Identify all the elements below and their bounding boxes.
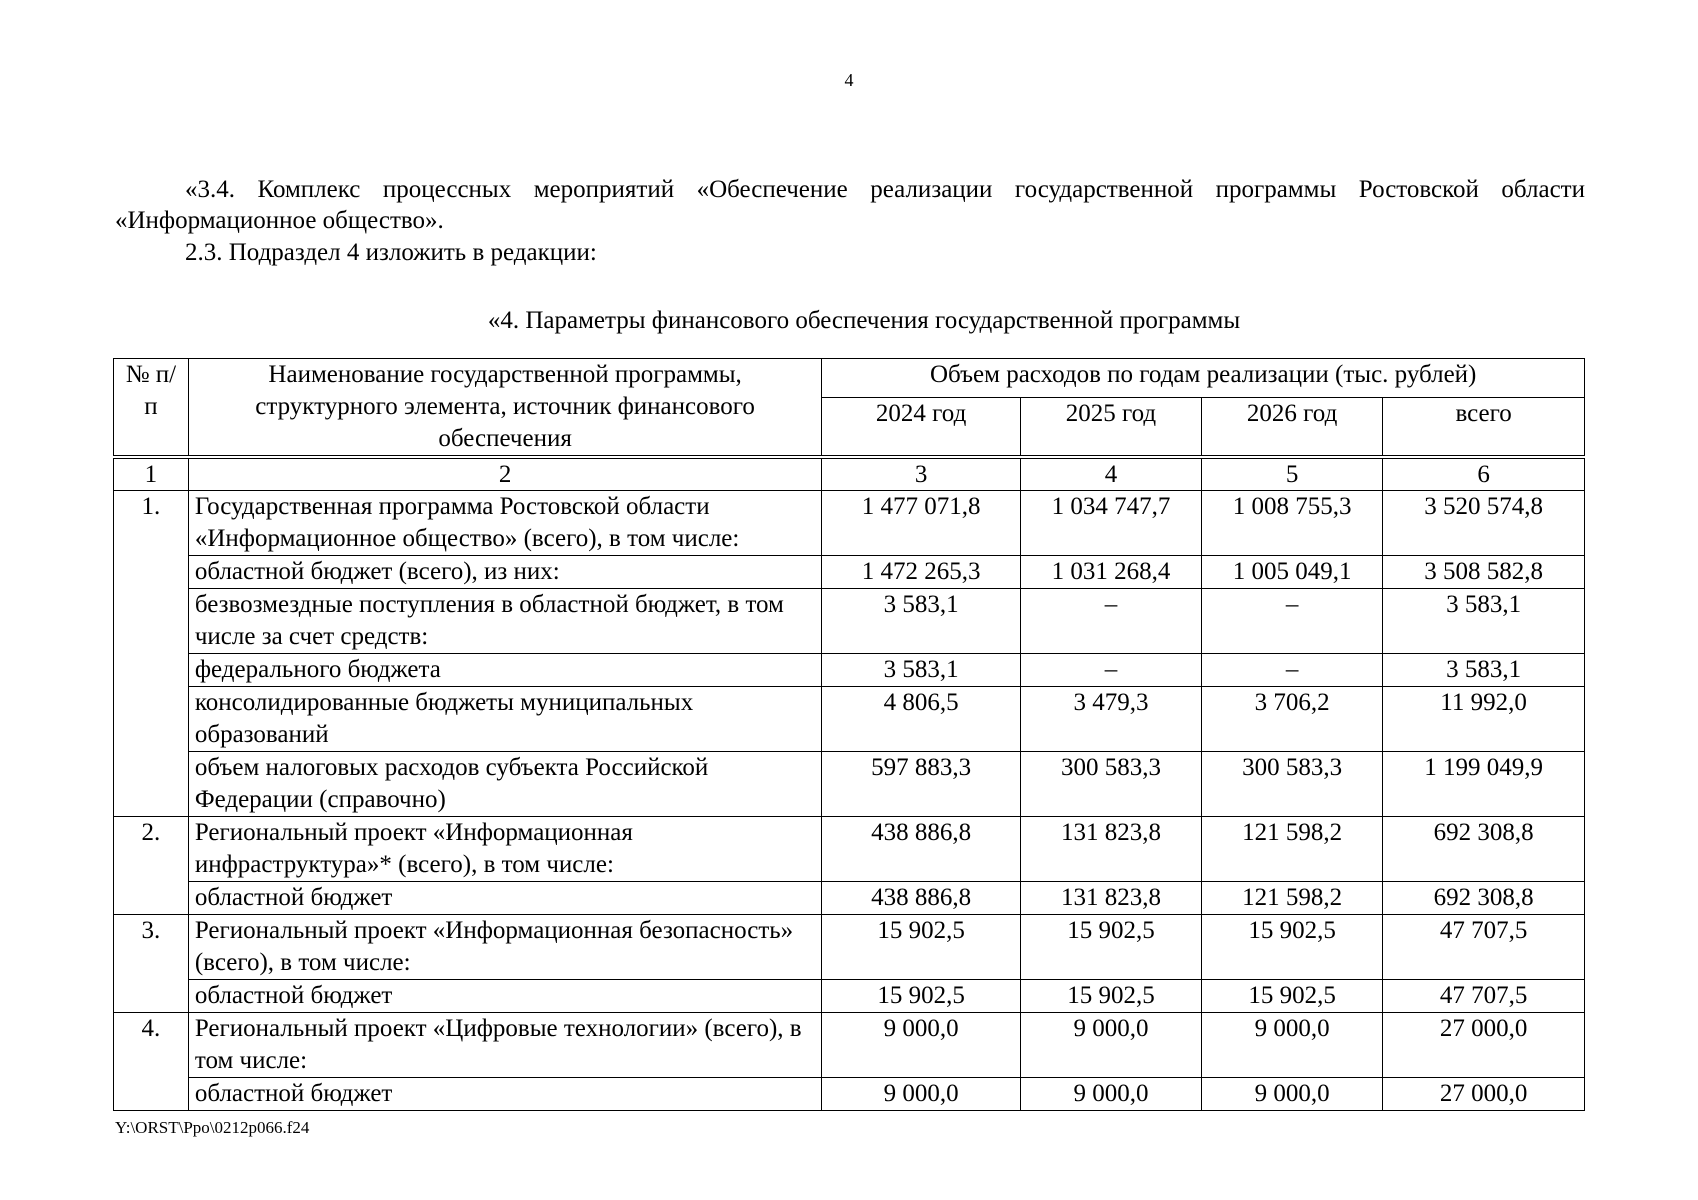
column-number: 6: [1383, 457, 1585, 491]
column-number: 2: [188, 457, 822, 491]
row-value-2026: 1 008 755,3: [1202, 491, 1383, 556]
column-number: 4: [1020, 457, 1201, 491]
paragraph-complex-measures: «3.4. Комплекс процессных мероприятий «Обеспечение реализации государственной программы Ростовской области «Информационное общество».: [115, 176, 1585, 234]
row-name: федерального бюджета: [188, 654, 822, 687]
row-value-2026: 1 005 049,1: [1202, 556, 1383, 589]
row-value-total: 27 000,0: [1383, 1013, 1585, 1078]
row-value-2024: 15 902,5: [822, 915, 1021, 980]
row-value-2025: 15 902,5: [1020, 980, 1201, 1013]
header-no: № п/п: [114, 359, 189, 458]
row-value-2024: 4 806,5: [822, 687, 1021, 752]
table-row: [114, 654, 1585, 687]
header-2025: 2025 год: [1020, 397, 1201, 457]
row-value-total: 3 520 574,8: [1383, 491, 1585, 556]
row-value-2025: –: [1020, 654, 1201, 687]
table-row: [114, 1078, 1585, 1111]
row-value-2026: –: [1202, 589, 1383, 654]
section-title: «4. Параметры финансового обеспечения государственной программы: [487, 307, 1241, 334]
page-number: 4: [844, 70, 854, 90]
row-name: Региональный проект «Информационная безопасность» (всего), в том числе:: [188, 915, 822, 980]
row-value-total: 3 583,1: [1383, 589, 1585, 654]
row-value-2026: 9 000,0: [1202, 1013, 1383, 1078]
table-row: [114, 556, 1585, 589]
row-value-2026: 300 583,3: [1202, 752, 1383, 817]
file-path-footer: Y:\ORST\Ppo\0212p066.f24: [115, 1118, 310, 1137]
row-value-total: 692 308,8: [1383, 817, 1585, 882]
header-total: всего: [1383, 397, 1585, 457]
row-value-total: 692 308,8: [1383, 882, 1585, 915]
column-number-row: [114, 457, 1585, 491]
row-value-2026: 9 000,0: [1202, 1078, 1383, 1111]
header-name: Наименование государственной программы, структурного элемента, источник финансового обеспечения: [188, 359, 822, 458]
table-row: [114, 980, 1585, 1013]
row-number: 1.: [114, 491, 189, 817]
row-name: Государственная программа Ростовской области «Информационное общество» (всего), в том числе:: [188, 491, 822, 556]
row-value-2024: 3 583,1: [822, 589, 1021, 654]
row-value-2025: 131 823,8: [1020, 817, 1201, 882]
row-value-2024: 438 886,8: [822, 817, 1021, 882]
row-value-total: 47 707,5: [1383, 980, 1585, 1013]
row-value-2025: 1 034 747,7: [1020, 491, 1201, 556]
row-value-2026: 121 598,2: [1202, 817, 1383, 882]
row-number: 2.: [114, 817, 189, 915]
row-name: Региональный проект «Информационная инфраструктура»* (всего), в том числе:: [188, 817, 822, 882]
row-value-2024: 15 902,5: [822, 980, 1021, 1013]
row-value-total: 1 199 049,9: [1383, 752, 1585, 817]
row-value-total: 47 707,5: [1383, 915, 1585, 980]
row-value-2024: 9 000,0: [822, 1013, 1021, 1078]
row-value-2024: 3 583,1: [822, 654, 1021, 687]
row-value-2024: 438 886,8: [822, 882, 1021, 915]
row-value-2024: 597 883,3: [822, 752, 1021, 817]
row-name: областной бюджет: [188, 980, 822, 1013]
row-value-2025: 131 823,8: [1020, 882, 1201, 915]
row-value-2025: 9 000,0: [1020, 1078, 1201, 1111]
row-value-2024: 1 472 265,3: [822, 556, 1021, 589]
header-2024: 2024 год: [822, 397, 1021, 457]
row-value-2025: 15 902,5: [1020, 915, 1201, 980]
header-expense-volume: Объем расходов по годам реализации (тыс. рублей): [822, 359, 1585, 398]
column-number: 5: [1202, 457, 1383, 491]
row-value-total: 27 000,0: [1383, 1078, 1585, 1111]
table-row: [114, 491, 1585, 556]
row-value-total: 11 992,0: [1383, 687, 1585, 752]
column-number: 1: [114, 457, 189, 491]
row-name: Региональный проект «Цифровые технологии» (всего), в том числе:: [188, 1013, 822, 1078]
row-value-2024: 1 477 071,8: [822, 491, 1021, 556]
row-value-2025: 3 479,3: [1020, 687, 1201, 752]
table-row: [114, 687, 1585, 752]
table-row: [114, 817, 1585, 882]
table-row: [114, 752, 1585, 817]
financing-table: [113, 358, 1585, 1111]
table-row: [114, 915, 1585, 980]
paragraph-subsection-edit: 2.3. Подраздел 4 изложить в редакции:: [185, 239, 597, 266]
row-value-2026: 121 598,2: [1202, 882, 1383, 915]
row-name: безвозмездные поступления в областной бюджет, в том числе за счет средств:: [188, 589, 822, 654]
row-value-2026: 15 902,5: [1202, 980, 1383, 1013]
row-value-2026: –: [1202, 654, 1383, 687]
row-value-total: 3 508 582,8: [1383, 556, 1585, 589]
row-name: консолидированные бюджеты муниципальных образований: [188, 687, 822, 752]
table-row: [114, 1013, 1585, 1078]
row-value-2024: 9 000,0: [822, 1078, 1021, 1111]
table-header-row: [114, 359, 1585, 398]
row-name: областной бюджет: [188, 882, 822, 915]
row-number: 4.: [114, 1013, 189, 1111]
row-name: объем налоговых расходов субъекта Российской Федерации (справочно): [188, 752, 822, 817]
row-value-total: 3 583,1: [1383, 654, 1585, 687]
row-name: областной бюджет (всего), из них:: [188, 556, 822, 589]
row-name: областной бюджет: [188, 1078, 822, 1111]
table-row: [114, 589, 1585, 654]
row-value-2025: 1 031 268,4: [1020, 556, 1201, 589]
row-value-2025: 9 000,0: [1020, 1013, 1201, 1078]
row-number: 3.: [114, 915, 189, 1013]
table-row: [114, 882, 1585, 915]
column-number: 3: [822, 457, 1021, 491]
row-value-2025: –: [1020, 589, 1201, 654]
row-value-2026: 15 902,5: [1202, 915, 1383, 980]
row-value-2026: 3 706,2: [1202, 687, 1383, 752]
header-2026: 2026 год: [1202, 397, 1383, 457]
row-value-2025: 300 583,3: [1020, 752, 1201, 817]
